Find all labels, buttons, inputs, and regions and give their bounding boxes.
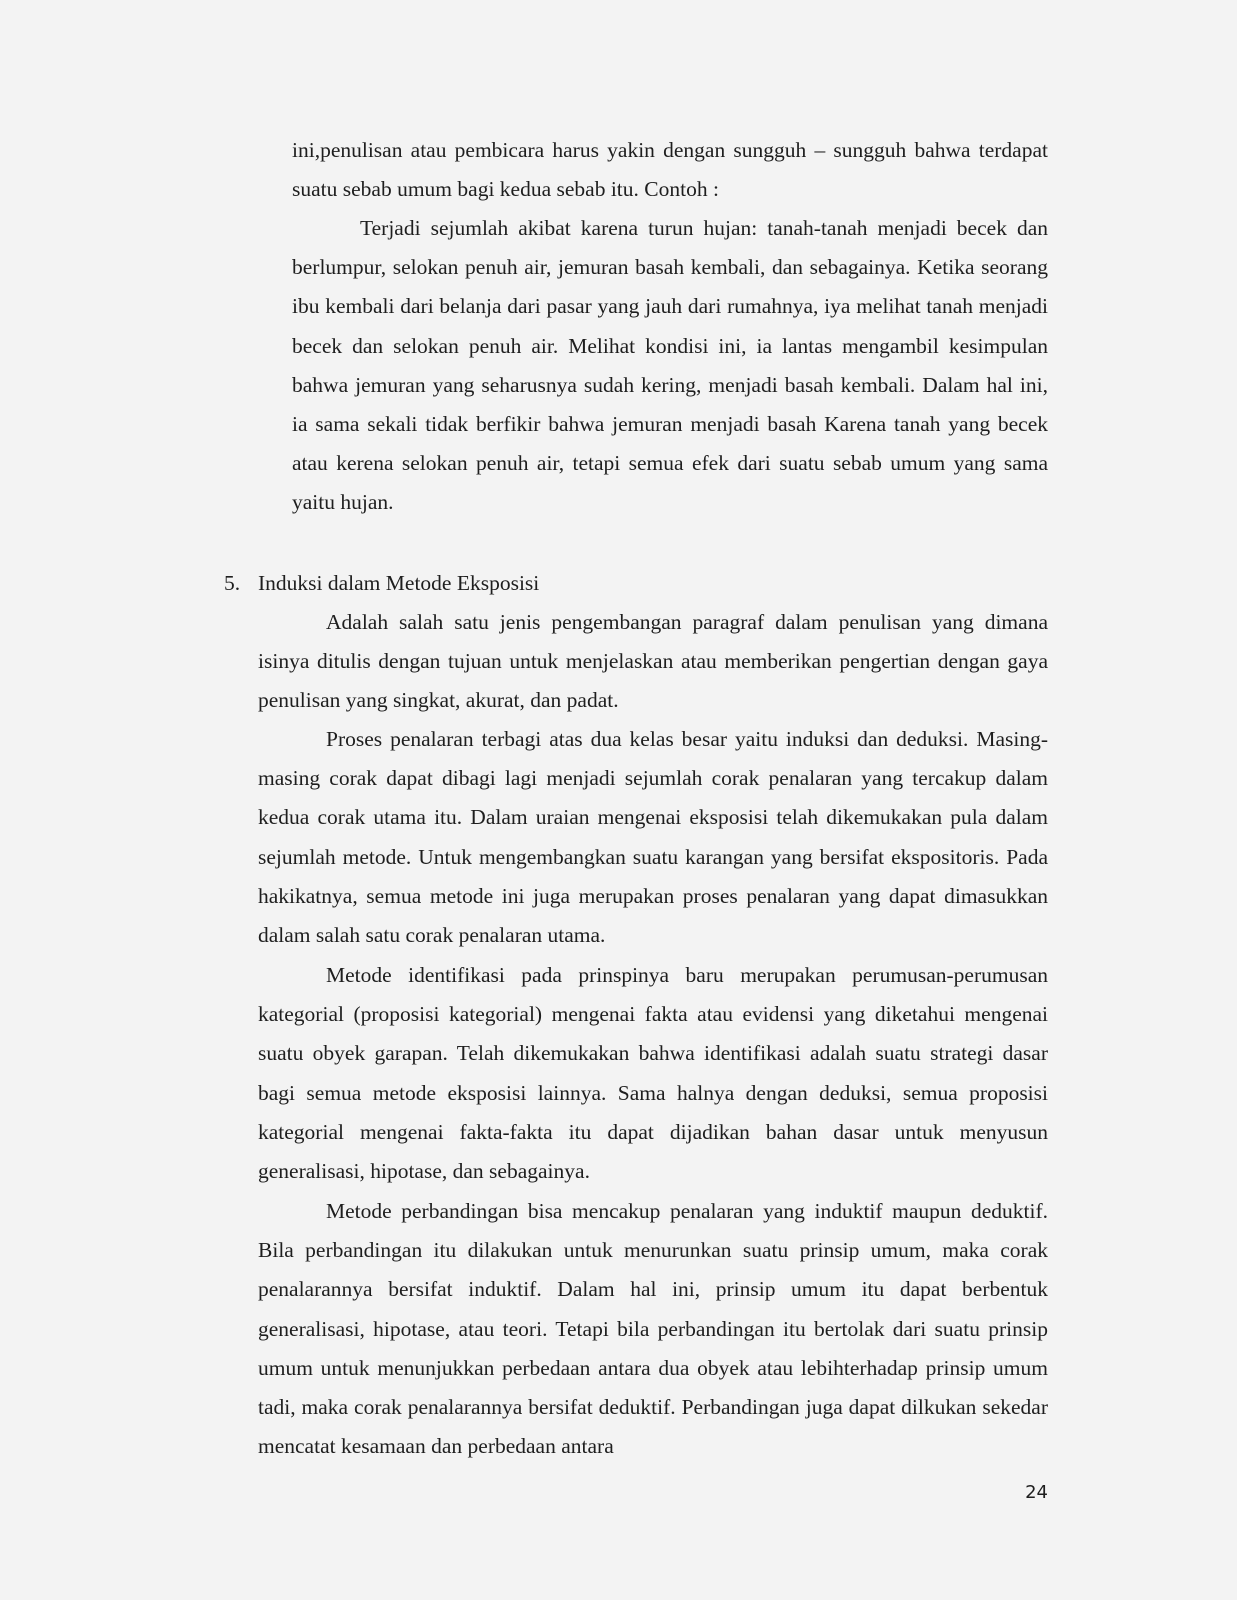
example-paragraph: Terjadi sejumlah akibat karena turun hujan: tanah-tanah menjadi becek dan berlumpur, selokan penuh air, jemuran basah kembali, dan sebagainya. Ketika seorang ibu kembali dari belanja dari pasar yang jauh dari rumahnya, iya melihat tanah menjadi becek dan selokan penuh air. Melihat kondisi ini, ia lantas mengambil kesimpulan bahwa jemuran yang seharusnya sudah kering, menjadi basah kembali. Dalam hal ini, ia sama sekali tidak berfikir bahwa jemuran menjadi basah Karena tanah yang becek atau kerena selokan penuh air, tetapi semua efek dari suatu sebab umum yang sama yaitu hujan. xyxy=(292,216,1048,515)
body-paragraph-reasoning: Proses penalaran terbagi atas dua kelas besar yaitu induksi dan deduksi. Masing-masing corak dapat dibagi lagi menjadi sejumlah corak penalaran yang tercakup dalam kedua corak utama itu. Dalam uraian mengenai eksposisi telah dikemukakan pula dalam sejumlah metode. Untuk mengembangkan suatu karangan yang bersifat ekspositoris. Pada hakikatnya, semua metode ini juga merupakan proses penalaran yang dapat dimasukkan dalam salah satu corak penalaran utama. xyxy=(258,727,1048,948)
page-number: 24 xyxy=(1025,1482,1048,1503)
body-paragraph-identification: Metode identifikasi pada prinspinya baru merupakan perumusan-perumusan kategorial (proposisi kategorial) mengenai fakta atau evidensi yang diketahui mengenai suatu obyek garapan. Telah dikemukakan bahwa identifikasi adalah suatu strategi dasar bagi semua metode eksposisi lainnya. Sama halnya dengan deduksi, semua proposisi kategorial mengenai fakta-fakta itu dapat dijadikan bahan dasar untuk menyusun generalisasi, hipotase, dan sebagainya. xyxy=(258,963,1048,1184)
body-paragraph-comparison: Metode perbandingan bisa mencakup penalaran yang induktif maupun deduktif. Bila perbandingan itu dilakukan untuk menurunkan suatu prinsip umum, maka corak penalarannya bersifat induktif. Dalam hal ini, prinsip umum itu dapat berbentuk generalisasi, hipotase, atau teori. Tetapi bila perbandingan itu bertolak dari suatu prinsip umum untuk menunjukkan perbedaan antara dua obyek atau lebihterhadap prinsip umum tadi, maka corak penalarannya bersifat deduktif. Perbandingan juga dapat dilkukan sekedar mencatat kesamaan dan perbedaan antara xyxy=(258,1199,1048,1459)
section-number: 5. xyxy=(224,571,241,595)
body-paragraph-definition: Adalah salah satu jenis pengembangan paragraf dalam penulisan yang dimana isinya ditulis dengan tujuan untuk menjelaskan atau memberikan pengertian dengan gaya penulisan yang singkat, akurat, dan padat. xyxy=(258,610,1048,713)
section-title: Induksi dalam Metode Eksposisi xyxy=(258,571,540,595)
section-heading xyxy=(224,564,539,603)
continuation-paragraph: ini,penulisan atau pembicara harus yakin dengan sungguh – sungguh bahwa terdapat suatu sebab umum bagi kedua sebab itu. Contoh : xyxy=(292,138,1048,202)
